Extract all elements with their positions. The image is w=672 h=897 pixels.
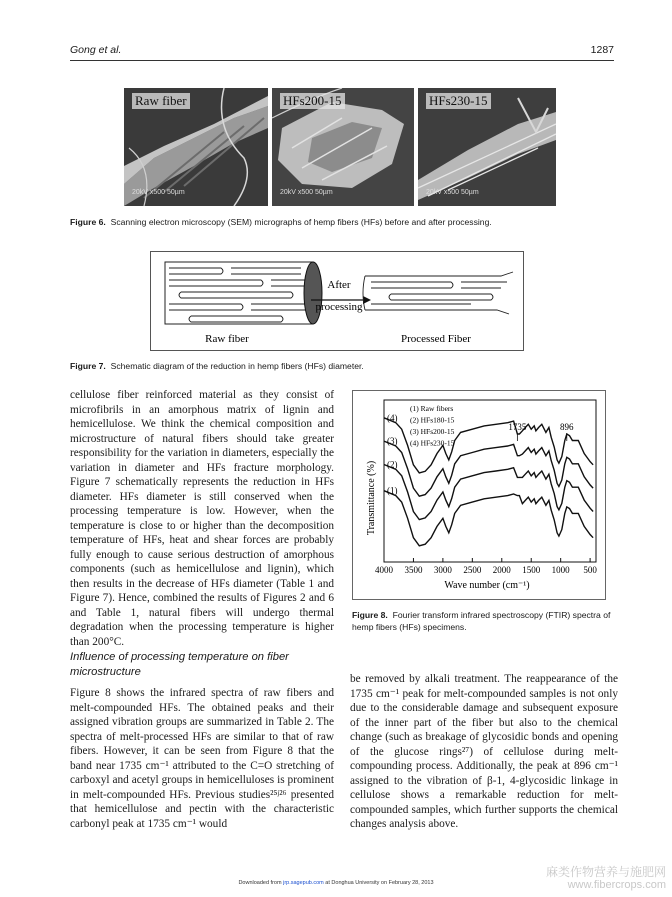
figure7-caption bbox=[70, 360, 620, 372]
x-tick-label-4000: 4000 bbox=[375, 565, 393, 575]
footer-prefix: Downloaded from bbox=[238, 880, 284, 886]
arrow-text-after: After bbox=[327, 279, 351, 291]
x-tick-label-3500: 3500 bbox=[404, 565, 423, 575]
figure8-caption-text: Fourier transform infrared spectroscopy (FTIR) spectra of hemp fibers (HFs) specimens. bbox=[352, 610, 611, 632]
footer-link[interactable]: jrp.sagepub.com bbox=[283, 880, 324, 886]
sem-scale-hfs230: 20kV x500 50µm bbox=[426, 189, 479, 196]
right-column-text bbox=[350, 672, 618, 832]
label-raw-fiber: Raw fiber bbox=[205, 333, 249, 345]
x-tick-label-1000: 1000 bbox=[551, 565, 570, 575]
legend-entry-2: (2) HFs180-15 bbox=[410, 415, 455, 425]
processed-fiber-bundle bbox=[363, 272, 513, 314]
paragraph-1735-peak: be removed by alkali treatment. The reappearance of the 1735 cm⁻¹ peak for melt-compounded samples is not only due to the considerable damage and subsequent exposure of the inner part of the fiber but also to the chemical change (such as breakage of glycosidic bonds and opening of the glucose rings²⁷) of cellulose during melt-compounding process. Additionally, the peak at 896 cm⁻¹ assigned to the vibration of β-1, 4-glycosidic linkage in cellulose shows a remarkable reduction for melt-compounded samples, which further supports the chemical changes analysis above. bbox=[350, 673, 618, 830]
sem-panel-hfs230 bbox=[418, 88, 556, 206]
figure8-caption bbox=[352, 609, 614, 633]
series-line-2 bbox=[384, 465, 593, 520]
figure7-schematic bbox=[150, 251, 524, 351]
legend-entry-4: (4) HFs230-15 bbox=[410, 438, 455, 448]
figure6-caption-text: Scanning electron microscopy (SEM) micrographs of hemp fibers (HFs) before and after processing. bbox=[110, 217, 492, 227]
series-label-3: (3) bbox=[387, 436, 398, 447]
paragraph-ftir-intro: Figure 8 shows the infrared spectra of raw fibers and melt-compounded HFs. The obtained peaks and their assigned vibration groups are summarized in Table 2. The spectra of melt-processed HFs are similar to that of raw fibers. However, it can be seen from Figure 8 that the band near 1735 cm⁻¹ attributed to the C=O stretching of carboxyl and acetyl groups in hemicelluloses is prominent in melt-compounded HFs. Previous studies²⁵ʲ²⁶ presented that hemicellulose and pectin with the characteristic carbonyl peak at 1735 cm⁻¹ would bbox=[70, 687, 334, 830]
annotation-896: 896 bbox=[560, 422, 574, 432]
running-header bbox=[70, 44, 614, 58]
figure7-diagram bbox=[151, 252, 523, 350]
sem-scale-raw: 20kV x500 50µm bbox=[132, 189, 185, 196]
paragraph-fiber-diameter: cellulose fiber reinforced material as they consist of microfibrils in an amorphous matrix of lignin and hemicellulose. We think the chemical composition and microstructure of natural fibers should take greater responsibility for the variation in diameters, especially the variation in diameter and HFs fracture morphology. Figure 7 schematically represents the reduction in HFs diameter. HFs diameter is still conserved when the processing temperature is low. However, when the temperature is close to or higher than the decomposition temperature of HFs, heat and shear forces are probably fully enough to cause serious destruction of amorphous components (such as hemicellulose and lignin), which then results in the decrease of HFs diameter (Table 1 and Figure 7). Hence, combined the results of Figures 2 and 6 and Table 1, natural fibers will undergo thermal degradation when the processing temperature is higher than 200°C. bbox=[70, 389, 334, 648]
series-label-4: (4) bbox=[387, 412, 398, 423]
raw-fiber-bundle bbox=[165, 262, 322, 324]
sem-panel-raw bbox=[124, 88, 268, 206]
figure7-caption-label: Figure 7. bbox=[70, 361, 106, 371]
x-tick-label-3000: 3000 bbox=[433, 565, 452, 575]
footer-suffix: at Donghua University on February 28, 2013 bbox=[323, 880, 434, 886]
y-axis-title: Transmittance (%) bbox=[366, 460, 377, 536]
x-tick-label-1500: 1500 bbox=[522, 565, 541, 575]
left-column-text bbox=[70, 388, 334, 649]
watermark-url: www.fibercrops.com bbox=[567, 879, 666, 891]
x-tick-label-2500: 2500 bbox=[463, 565, 482, 575]
sem-label-raw: Raw fiber bbox=[132, 93, 190, 109]
figure7-caption-text: Schematic diagram of the reduction in hemp fibers (HFs) diameter. bbox=[110, 361, 364, 371]
figure6-caption bbox=[70, 216, 620, 228]
x-tick-label-500: 500 bbox=[583, 565, 597, 575]
page-number: 1287 bbox=[590, 44, 614, 56]
series-label-2: (2) bbox=[387, 459, 398, 470]
legend-entry-1: (1) Raw fibers bbox=[410, 404, 454, 413]
section-title: Influence of processing temperature on fiber microstructure bbox=[70, 651, 289, 678]
left-column-section-text bbox=[70, 686, 334, 831]
legend-entry-3: (3) HFs200-15 bbox=[410, 427, 455, 436]
sem-scale-hfs200: 20kV x500 50µm bbox=[280, 189, 333, 196]
series-label-1: (1) bbox=[387, 485, 398, 496]
sem-label-hfs230: HFs230-15 bbox=[426, 93, 491, 109]
sem-panel-hfs200 bbox=[272, 88, 414, 206]
header-author: Gong et al. bbox=[70, 44, 122, 56]
series-line-1 bbox=[384, 491, 593, 546]
x-tick-label-2000: 2000 bbox=[492, 565, 511, 575]
arrow-text-processing: processing bbox=[315, 301, 363, 313]
annotation-1735: 1735 bbox=[508, 422, 527, 432]
ftir-chart bbox=[352, 390, 606, 600]
label-processed-fiber: Processed Fiber bbox=[401, 333, 471, 345]
figure6-caption-label: Figure 6. bbox=[70, 217, 106, 227]
figure8-caption-label: Figure 8. bbox=[352, 610, 388, 620]
header-rule bbox=[70, 60, 614, 61]
x-axis-title: Wave number (cm⁻¹) bbox=[444, 580, 530, 591]
watermark-cn: 麻类作物营养与施肥网 bbox=[545, 865, 666, 879]
sem-label-hfs200: HFs200-15 bbox=[280, 93, 345, 109]
